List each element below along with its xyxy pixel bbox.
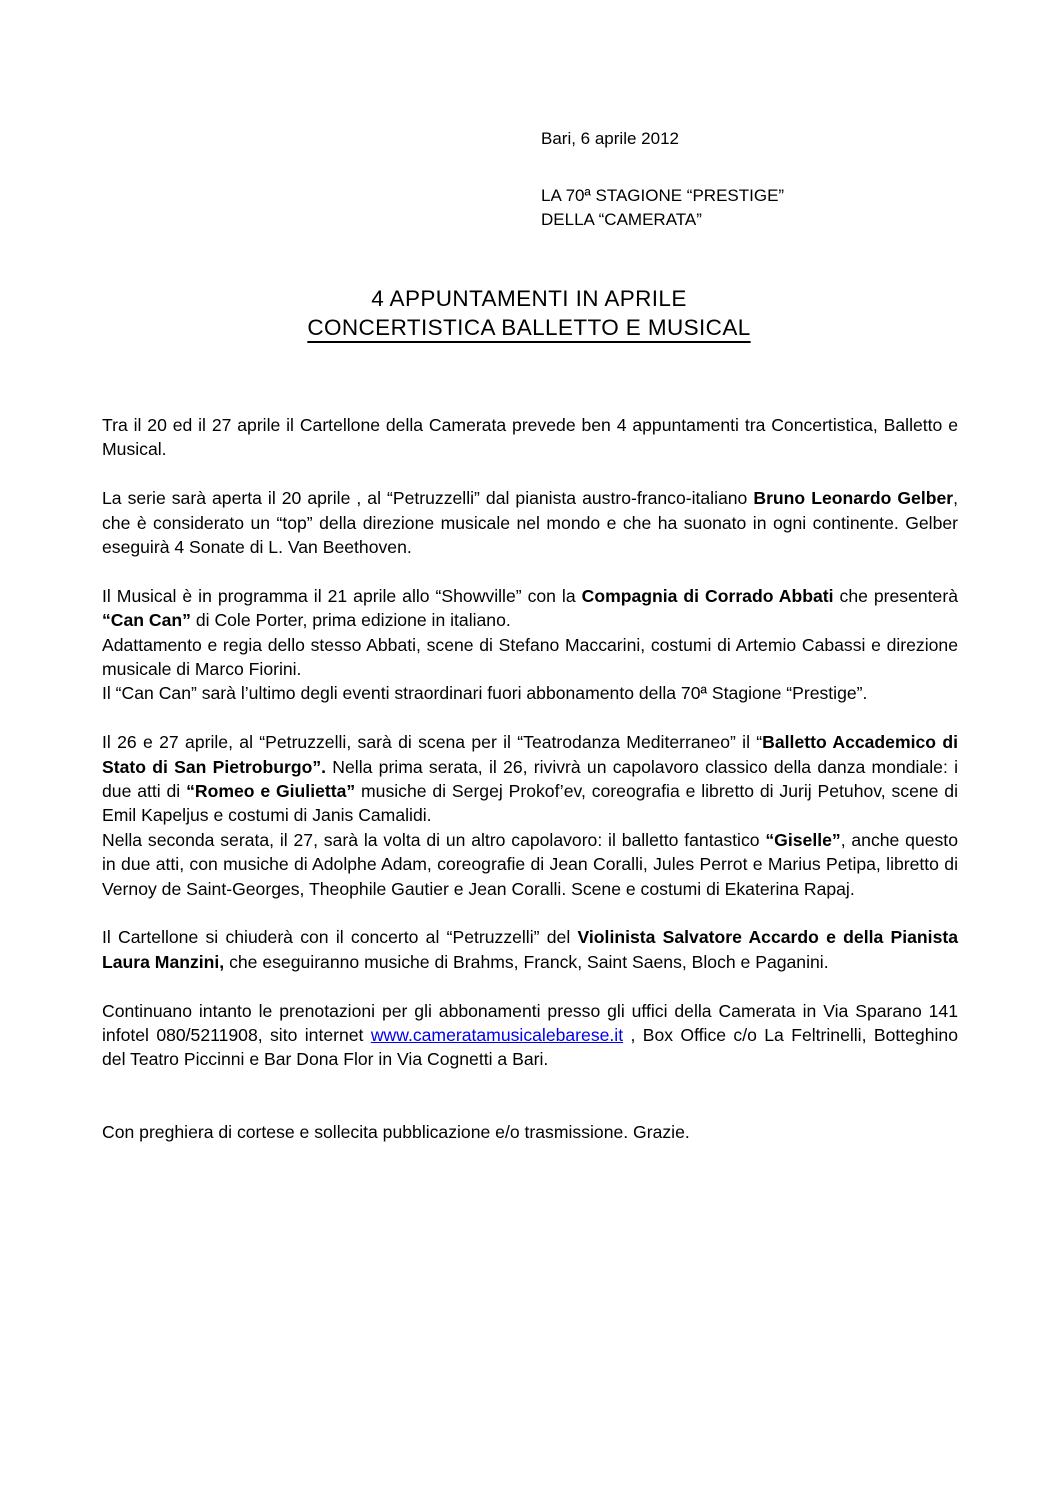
paragraph-concert	[102, 925, 958, 974]
show-name: “Can Can”	[102, 610, 191, 631]
title-line-2: CONCERTISTICA BALLETTO E MUSICAL	[307, 315, 751, 340]
work-giselle: “Giselle”	[765, 829, 841, 850]
ballet-line-1	[102, 730, 958, 828]
work-romeo-giulietta: “Romeo e Giulietta”	[186, 781, 356, 802]
text-span: Il 26 e 27 aprile, al “Petruzzelli, sarà di scena per il “Teatrodanza Mediterraneo” il “	[102, 732, 763, 753]
text-span: , Box Office c/o La Feltrinelli, Botteghino del Teatro Piccinni e Bar Dona Flor in Via Cognetti a Bari.	[102, 1025, 958, 1070]
ballet-company-name: Balletto Accademico di Stato di San Pietroburgo”.	[102, 732, 958, 777]
paragraph-musical	[102, 584, 958, 706]
title-line-1: 4 APPUNTAMENTI IN APRILE	[371, 286, 687, 311]
text-span: Nella prima serata, il 26, rivivrà un capolavoro classico della danza mondiale: i due atti di	[102, 756, 958, 802]
musical-line-1	[102, 584, 958, 633]
text-span: di Cole Porter, prima edizione in italiano.	[190, 610, 511, 631]
text-span: Il Cartellone si chiuderà con il concerto al “Petruzzelli” del	[102, 927, 578, 948]
paragraph-ballet	[102, 730, 958, 901]
season-line-1: LA 70ª STAGIONE “PRESTIGE”	[541, 186, 785, 205]
text-span: che eseguiranno musiche di Brahms, Franck, Saint Saens, Bloch e Paganini.	[224, 951, 829, 972]
text-span: Il Musical è in programma il 21 aprile allo “Showville” con la	[102, 585, 582, 606]
paragraph-gelber	[102, 486, 958, 559]
musical-line-2: Adattamento e regia dello stesso Abbati, scene di Stefano Maccarini, costumi di Artemio Cabassi e direzione musicale di Marco Fiorini.	[102, 634, 958, 680]
artists-names: Violinista Salvatore Accardo e della Pianista Laura Manzini,	[102, 927, 958, 972]
text-span: La serie sarà aperta il 20 aprile , al “Petruzzelli” dal pianista austro-franco-italiano	[102, 488, 754, 509]
text-span: Nella seconda serata, il 27, sarà la volta di un altro capolavoro: il balletto fantastico	[102, 829, 766, 850]
letter-header	[541, 127, 784, 232]
text-span: musiche di Sergej Prokof’ev, coreografia e libretto di Jurij Petuhov, scene di Emil Kapeljus e costumi di Janis Camalidi.	[102, 781, 959, 826]
paragraph-booking	[102, 999, 958, 1072]
ballet-line-2	[102, 828, 958, 901]
text-span: Continuano intanto le prenotazioni per gli abbonamenti presso gli uffici della Camerata in Via Sparano 141 infotel 080/5211908, sito internet	[102, 1000, 958, 1046]
musical-line-3: Il “Can Can” sarà l’ultimo degli eventi straordinari fuori abbonamento della 70ª Stagione “Prestige”.	[102, 683, 868, 704]
document-title	[0, 284, 1058, 342]
text-span: , che è considerato un “top” della direzione musicale nel mondo e che ha suonato in ogni continente. Gelber eseguirà 4 Sonate di L. Van Beethoven.	[102, 488, 958, 558]
letter-date: Bari, 6 aprile 2012	[541, 129, 679, 148]
website-link[interactable]: www.cameratamusicalebarese.it	[370, 1025, 624, 1046]
pianist-name: Bruno Leonardo Gelber	[753, 488, 954, 509]
text-span: che presenterà	[833, 585, 958, 606]
text-span: , anche questo in due atti, con musiche di Adolphe Adam, coreografie di Jean Coralli, Jules Perrot e Marius Petipa, libretto di Vernoy de Saint-Georges, Theophile Gautier e Jean Coralli. Scene e costumi di Ekaterina Rapaj.	[102, 829, 958, 899]
paragraph-closing: Con preghiera di cortese e sollecita pubblicazione e/o trasmissione. Grazie.	[102, 1121, 690, 1142]
document-body	[102, 413, 958, 1169]
season-line-2: DELLA “CAMERATA”	[541, 210, 702, 229]
company-name: Compagnia di Corrado Abbati	[581, 585, 834, 606]
paragraph-intro: Tra il 20 ed il 27 aprile il Cartellone della Camerata prevede ben 4 appuntamenti tra Concertistica, Balletto e Musical.	[102, 415, 958, 460]
